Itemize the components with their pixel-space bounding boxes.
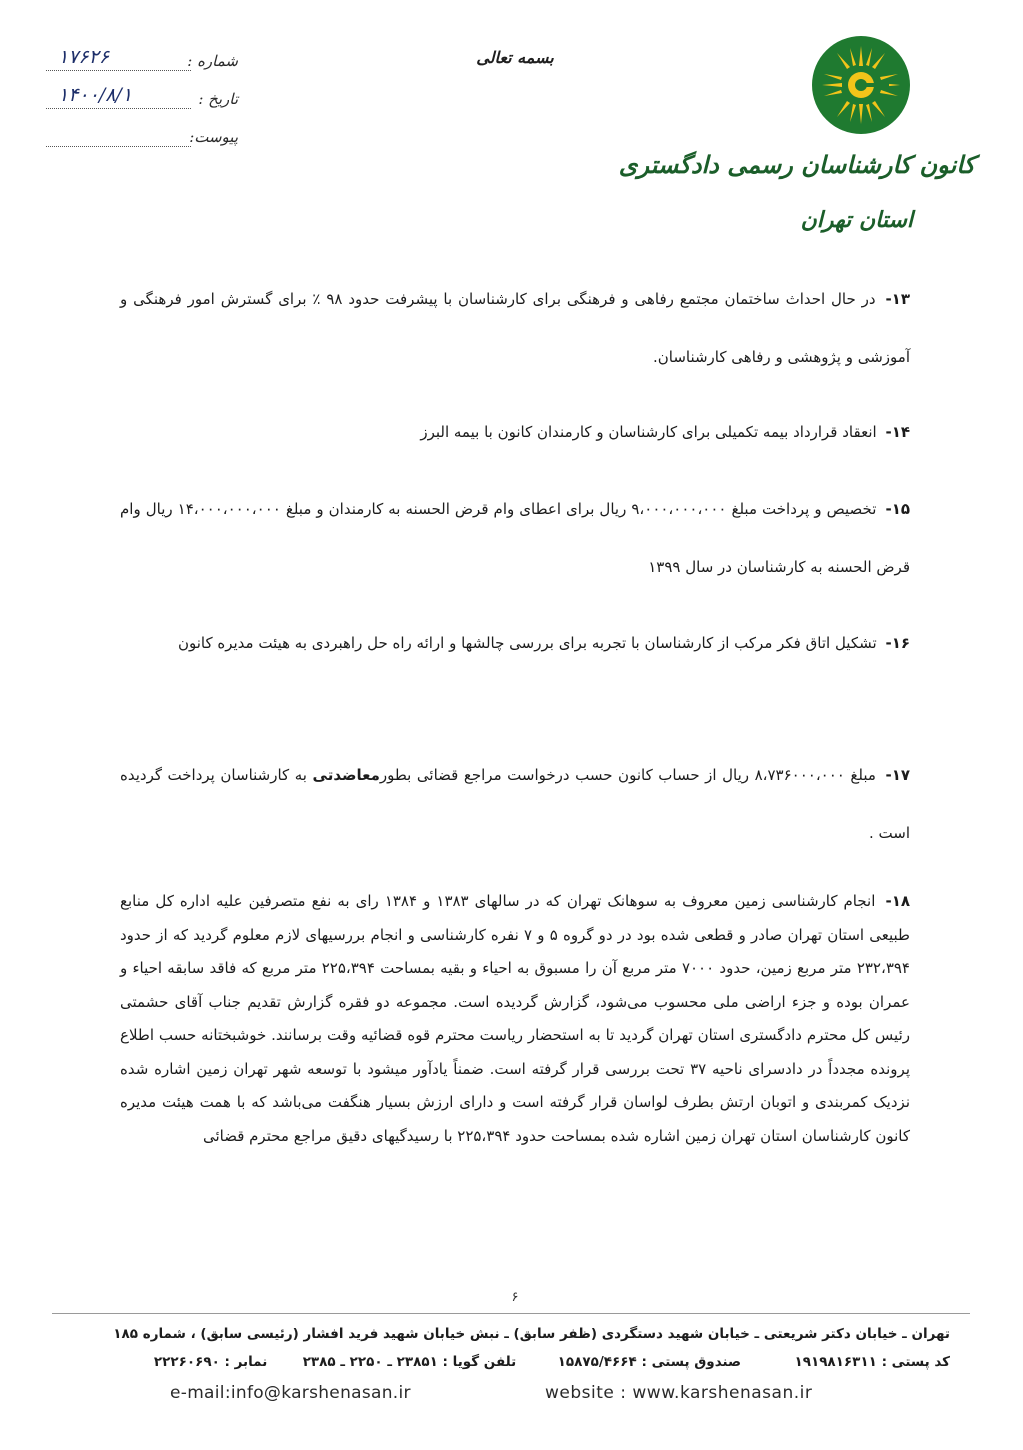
paragraph-16 — [120, 614, 910, 672]
attachment-dotted-line — [46, 146, 191, 147]
paragraph-17-text-after: به کارشناسان پرداخت گردیده است . — [120, 766, 910, 842]
paragraph-13-text: در حال احداث ساختمان مجتمع رفاهی و فرهنگی برای کارشناسان با پیشرفت حدود ۹۸ ٪ برای گسترش امور فرهنگی و آموزشی و پژوهشی و رفاهی کارشناسان. — [120, 290, 910, 366]
footer-po-box: صندوق پستی : ۱۵۸۷۵/۴۶۶۴ — [557, 1354, 742, 1370]
number-row — [44, 46, 244, 84]
page-number: ۶ — [511, 1290, 519, 1305]
paragraph-13-number: ۱۳- — [885, 290, 910, 308]
paragraph-16-number: ۱۶- — [885, 634, 910, 652]
date-dotted-line — [46, 108, 191, 109]
letter-number-value: ۱۷۶۲۶ — [58, 46, 110, 68]
paragraph-17-number: ۱۷- — [885, 766, 911, 784]
paragraph-18-text: انجام کارشناسی زمین معروف به سوهانک تهران که در سالهای ۱۳۸۳ و ۱۳۸۴ رای به نفع متصرفین علیه اداره کل منابع طبیعی استان تهران صادر و قطعی شده بود در دو گروه ۵ و ۷ نفره کارشناسی و انجام بررسیهای لازم معلوم گردید که از حدود ۲۳۲،۳۹۴ متر مربع زمین، حدود ۷۰۰۰ متر مربع آن را مسبوق به احیاء و بقیه بمساحت ۲۲۵،۳۹۴ متر مربع که فاقد سابقه احیاء و عمران بوده و جزء اراضی ملی محسوب می‌شود، گزارش گردیده است. مجموعه دو فقره گزارش تقدیم جناب آقای حشمتی رئیس کل محترم دادگستری استان تهران گردید تا به استحضار ریاست محترم قوه قضائیه وقت برسانند. خوشبختانه حسب اطلاع پرونده مجدداً در دادسرای ناحیه ۳۷ تحت بررسی قرار گرفته است. ضمناً یادآور میشود با توسعه شهر تهران زمین اشاره شده نزدیک کمربندی و اتوبان ارتش بطرف لواسان قرار گرفته است و دارای ارزش بسیار هنگفت می‌باشد که با همت هیئت مدیره کانون کارشناسان استان تهران زمین اشاره شده بمساحت حدود ۲۲۵،۳۹۴ با رسیدگیهای دقیق مراجع محترم قضائی — [120, 892, 910, 1145]
date-row — [44, 84, 244, 122]
paragraph-16-text: تشکیل اتاق فکر مرکب از کارشناسان با تجربه برای بررسی چالشها و ارائه راه حل راهبردی به هیئت مدیره کانون — [177, 634, 877, 652]
attachment-label: پیوست: — [189, 128, 238, 146]
organisation-province: استان تهران — [800, 207, 913, 233]
footer-postal-code: کد پستی : ۱۹۱۹۸۱۶۳۱۱ — [794, 1354, 950, 1370]
footer-address — [60, 1326, 950, 1342]
paragraph-15 — [120, 480, 910, 596]
footer-address-text: تهران ـ خیابان دکتر شریعتی ـ خیابان شهید دستگردی (ظفر سابق) ـ نبش خیابان شهید فرید افشار (رئیسی سابق) ، شماره ۱۸۵ — [113, 1326, 950, 1342]
attachment-row — [44, 122, 244, 160]
paragraph-17 — [120, 746, 910, 862]
paragraph-15-text: تخصیص و پرداخت مبلغ ۹،۰۰۰،۰۰۰،۰۰۰ ریال برای اعطای وام قرض الحسنه به کارمندان و مبلغ ۱۴،۰۰۰،۰۰۰،۰۰۰ ریال وام قرض الحسنه به کارشناسان در سال ۱۳۹۹ — [120, 500, 910, 576]
basmala-heading: بسمه تعالی — [476, 48, 554, 67]
paragraph-18-number: ۱۸- — [885, 892, 910, 910]
footer-email-link[interactable]: e-mail:info@karshenasan.ir — [170, 1383, 411, 1403]
footer-contact-row — [60, 1354, 950, 1370]
paragraph-14-text: انعقاد قرارداد بیمه تکمیلی برای کارشناسان و کارمندان کانون با بیمه البرز — [420, 423, 877, 441]
letter-date-value: ۱۴۰۰/۸/۱ — [58, 84, 133, 106]
paragraph-15-number: ۱۵- — [885, 500, 910, 518]
sun-rays-emblem-icon — [810, 34, 912, 136]
footer-website-link[interactable]: website : www.karshenasan.ir — [545, 1383, 813, 1403]
reference-block — [44, 46, 244, 160]
paragraph-14 — [120, 403, 910, 461]
organisation-name: کانون کارشناسان رسمی دادگستری — [618, 150, 975, 179]
letter-date-label: تاریخ : — [198, 90, 238, 108]
paragraph-18 — [120, 885, 910, 1153]
paragraph-14-number: ۱۴- — [885, 423, 910, 441]
footer-phone: تلفن گویا : ۲۳۸۵۱ ـ ۲۲۵۰ ـ ۲۳۸۵ — [302, 1354, 517, 1370]
letter-number-label: شماره : — [187, 52, 238, 70]
footer-divider — [52, 1313, 970, 1314]
number-dotted-line — [46, 70, 191, 71]
footer-fax: نمابر : ۲۲۲۶۰۶۹۰ — [153, 1354, 268, 1370]
logo-svg — [810, 34, 912, 136]
paragraph-17-bold-word: معاضدتی — [312, 766, 380, 784]
paragraph-13 — [120, 270, 910, 386]
paragraph-17-text-before: مبلغ ۸،۷۳۶۰۰۰،۰۰۰ ریال از حساب کانون حسب درخواست مراجع قضائی بطور — [379, 766, 876, 784]
